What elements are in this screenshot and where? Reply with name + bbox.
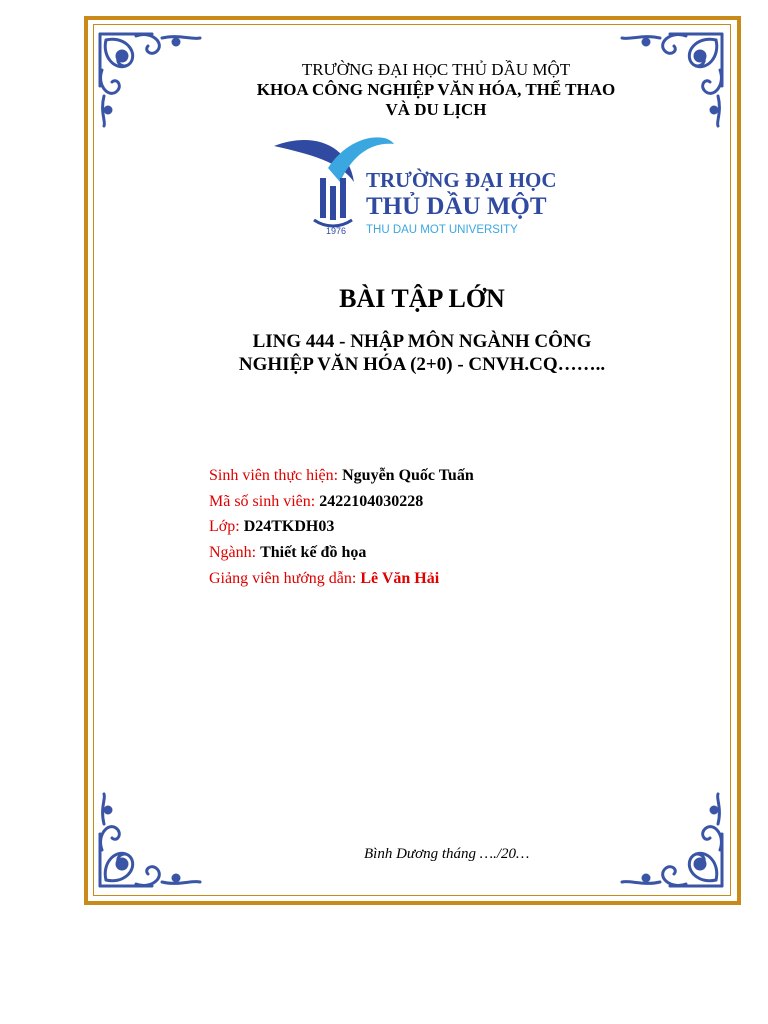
- course-title-line-2: NGHIỆP VĂN HÓA (2+0) - CNVH.CQ……..: [238, 354, 606, 375]
- student-id-value: 2422104030228: [319, 493, 424, 510]
- student-id-row: [209, 493, 423, 511]
- class-label: Lớp:: [209, 518, 240, 535]
- corner-ornament-icon: [92, 790, 210, 894]
- class-row: [209, 518, 334, 536]
- instructor-value: Lê Văn Hải: [360, 570, 440, 587]
- instructor-label: Giảng viên hướng dẫn:: [209, 570, 357, 587]
- student-name-label: Sinh viên thực hiện:: [209, 467, 339, 484]
- course-title: [38, 330, 768, 376]
- faculty-line-2: VÀ DU LỊCH: [385, 100, 487, 119]
- course-title-line-1: LING 444 - NHẬP MÔN NGÀNH CÔNG: [252, 331, 592, 352]
- student-id-label: Mã số sinh viên:: [209, 493, 316, 510]
- major-value: Thiết kế đồ họa: [260, 544, 367, 561]
- logo-pillar-icon: [340, 178, 346, 218]
- university-name: TRƯỜNG ĐẠI HỌC THỦ DẦU MỘT: [301, 60, 571, 79]
- student-name-value: Nguyễn Quốc Tuấn: [342, 467, 474, 484]
- faculty-name: [52, 80, 768, 120]
- faculty-line-1: KHOA CÔNG NGHIỆP VĂN HÓA, THỂ THAO: [256, 80, 616, 99]
- corner-ornament-icon: [612, 790, 730, 894]
- logo-year: 1976: [326, 226, 347, 236]
- place-date-line: Bình Dương tháng …./20…: [364, 846, 530, 862]
- major-row: [209, 544, 366, 562]
- class-value: D24TKDH03: [243, 518, 335, 535]
- university-logo: [270, 132, 560, 240]
- logo-english-name: THU DAU MOT UNIVERSITY: [366, 224, 518, 236]
- document-title: BÀI TẬP LỚN: [339, 284, 505, 313]
- logo-pillar-icon: [320, 178, 326, 218]
- major-label: Ngành:: [209, 544, 257, 561]
- instructor-row: [209, 570, 439, 588]
- logo-text-line-1: TRƯỜNG ĐẠI HỌC: [366, 168, 557, 192]
- logo-text-line-2: THỦ DẦU MỘT: [366, 193, 547, 220]
- logo-pillar-icon: [330, 186, 336, 220]
- student-name-row: [209, 467, 474, 485]
